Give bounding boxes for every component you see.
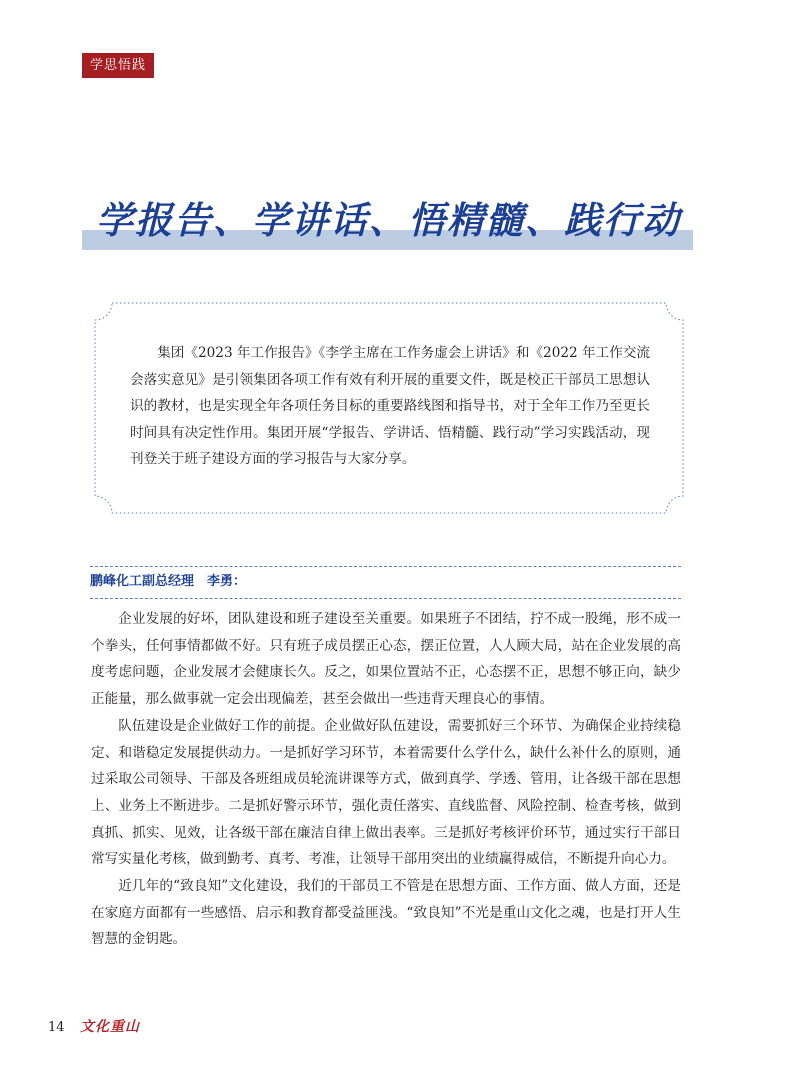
body-paragraph: 队伍建设是企业做好工作的前提。企业做好队伍建设，需要抓好三个环节、为确保企业持续稳定、和谐稳定发展提供动力。一是抓好学习环节，本着需要什么学什么，缺什么补什么的原则，通过采取公司领导、干部及各班组成员轮流讲课等方式，做到真学、学透、管用，让各级干部在思想上、业务上不断进步。二是抓好警示环节，强化责任落实、直线监督、风险控制、检查考核，做到真抓、抓实、见效，让各级干部在廉洁自律上做出表率。三是抓好考核评价环节，通过实行干部日常写实量化考核，做到勤考、真考、考准，让领导干部用突出的业绩赢得威信，不断提升向心力。 — [91, 717, 681, 868]
magazine-brand: 文化重山 — [80, 1019, 140, 1035]
author-byline: 鹏峰化工副总经理 李勇： — [90, 574, 247, 589]
author-divider-top — [90, 566, 681, 567]
body-paragraph: 企业发展的好坏，团队建设和班子建设至关重要。如果班子不团结，拧不成一股绳，形不成一个拳头，任何事情都做不好。只有班子成员摆正心态，摆正位置，人人顾大局，站在企业发展的高度考虑问题，企业发展才会健康长久。反之，如果位置站不正，心态摆不正，思想不够正向，缺少正能量，那么做事就一定会出现偏差，甚至会做出一些违背天理良心的事情。 — [91, 611, 681, 708]
page-number: 14 — [48, 1020, 65, 1035]
article-body — [91, 606, 681, 953]
intro-text: 集团《2023 年工作报告》《李学主席在工作务虚会上讲话》和《2022 年工作交流会落实意见》是引领集团各项工作有效有利开展的重要文件，既是校正干部员工思想认识的教材，也是实现全年各项任务目标的重要路线图和指导书，对于全年工作乃至更长时间具有决定性作用。集团开展“学报告、学讲话、悟精髓、践行动”学习实践活动，现刊登关于班子建设方面的学习报告与大家分享。 — [130, 345, 650, 467]
section-tag: 学思悟践 — [82, 53, 154, 78]
article-title: 学报告、学讲话、悟精髓、践行动 — [96, 198, 681, 242]
author-divider-bottom — [90, 598, 681, 599]
body-paragraph: 近几年的“致良知”文化建设，我们的干部员工不管是在思想方面、工作方面、做人方面，还是在家庭方面都有一些感悟、启示和教育都受益匪浅。“致良知”不光是重山文化之魂，也是打开人生智慧的金钥匙。 — [91, 878, 681, 948]
